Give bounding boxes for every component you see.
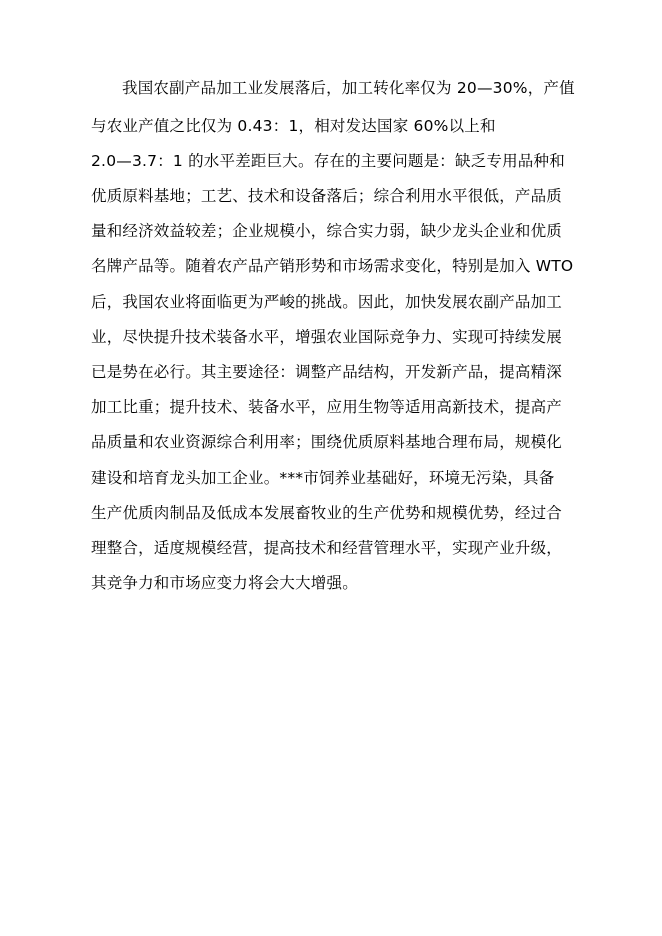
paragraph-line: 加工比重；提升技术、装备水平，应用生物等适用高新技术，提高产 <box>91 398 563 416</box>
paragraph-line: 量和经济效益较差；企业规模小，综合实力弱，缺少龙头企业和优质 <box>91 222 563 240</box>
paragraph-line: 生产优质肉制品及低成本发展畜牧业的生产优势和规模优势，经过合 <box>91 504 563 522</box>
paragraph-line: 其竞争力和市场应变力将会大大增强。 <box>91 574 358 592</box>
paragraph-line: 后，我国农业将面临更为严峻的挑战。因此，加快发展农副产品加工 <box>91 293 563 311</box>
paragraph-line: 业，尽快提升技术装备水平，增强农业国际竞争力、实现可持续发展 <box>91 328 563 346</box>
paragraph-line: 建设和培育龙头加工企业。***市饲养业基础好，环境无污染，具备 <box>91 469 555 487</box>
paragraph-line: 已是势在必行。其主要途径：调整产品结构，开发新产品，提高精深 <box>91 363 563 381</box>
paragraph-line: 品质量和农业资源综合利用率；围绕优质原料基地合理布局，规模化 <box>91 433 563 451</box>
paragraph-line: 我国农副产品加工业发展落后，加工转化率仅为 20—30%，产值 <box>122 79 575 97</box>
paragraph-line: 名牌产品等。随着农产品产销形势和市场需求变化，特别是加入 WTO <box>91 257 574 275</box>
paragraph-line: 与农业产值之比仅为 0.43：1，相对发达国家 60%以上和 <box>91 117 496 135</box>
paragraph-line: 2.0—3.7：1 的水平差距巨大。存在的主要问题是：缺乏专用品种和 <box>91 152 565 170</box>
paragraph-line: 优质原料基地；工艺、技术和设备落后；综合利用水平很低，产品质 <box>91 187 563 205</box>
paragraph-line: 理整合，适度规模经营，提高技术和经营管理水平，实现产业升级， <box>91 539 563 557</box>
